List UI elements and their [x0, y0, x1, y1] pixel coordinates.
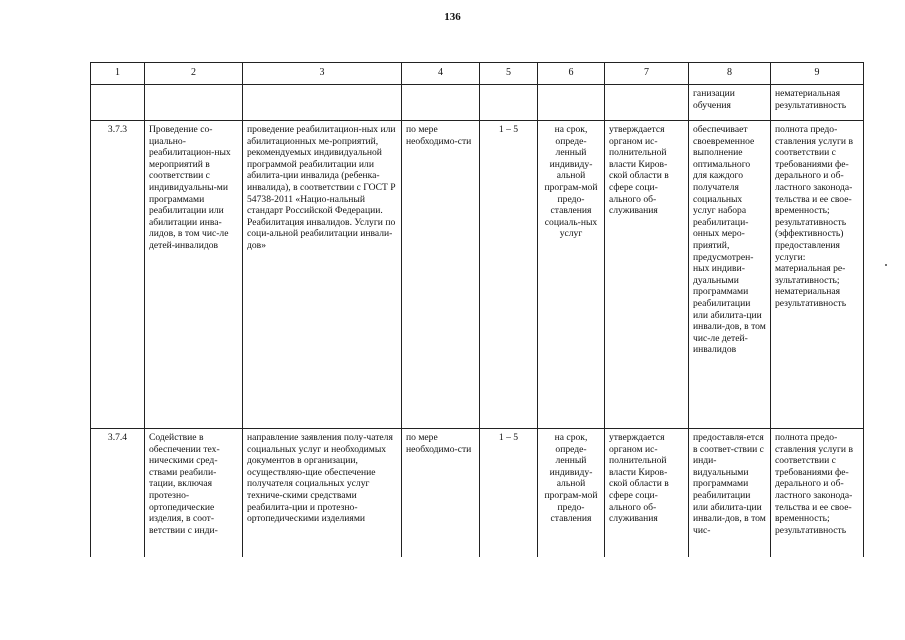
page-number: 136	[444, 11, 461, 23]
service-conditions: обеспечивает своевременное выполнение оптимального для каждого получателя социальных услуг набора реабилитаци-онных меро-приятий, предусмотрен-ных индиви-дуальными программами реабилитации или абилита-ции инвали-дов, в том чис-ле детей-инвалидов	[689, 121, 771, 429]
service-content: проведение реабилитацион-ных или абилитационных ме-роприятий, рекомендуемых индивидуальной программой реабилитации или абилита-ции инвалида (ребенка-инвалида), в соответствии с ГОСТ Р 54738-2011 «Нацио-нальный стандарт Российской Федерации. Реабилитация инвалидов. Услуги по соци-альной реабилитации инвали-дов»	[243, 121, 402, 429]
column-number: 7	[605, 63, 689, 85]
column-number: 4	[402, 63, 480, 85]
column-number: 6	[538, 63, 605, 85]
service-conditions: предоставля-ется в соответ-ствии с инди-видуальными программами реабилитации или абилита-ции инвали-дов, в том чис-	[689, 429, 771, 558]
service-number: 3.7.4	[91, 429, 145, 558]
service-number: 3.7.3	[91, 121, 145, 429]
table-cell	[605, 85, 689, 121]
service-cost: утверждается органом ис-полнительной власти Киров-ской области в сфере соци-ального об-служивания	[605, 121, 689, 429]
services-table	[90, 62, 864, 557]
column-number: 9	[771, 63, 864, 85]
column-number: 3	[243, 63, 402, 85]
service-content: направление заявления полу-чателя социальных услуг и необходимых документов в организации, осуществляю-щие обеспечение получателя социальных услуг техниче-скими средствами реабилита-ции и протезно-ортопедическими изделиями	[243, 429, 402, 558]
conditions-cell: ганизации обучения	[689, 85, 771, 121]
scan-speck	[885, 264, 887, 266]
table-row	[91, 121, 864, 429]
service-frequency: по мере необходимо-сти	[402, 429, 480, 558]
service-unit: 1 – 5	[480, 429, 538, 558]
indicators-cell: нематериальная результативность	[771, 85, 864, 121]
service-cost: утверждается органом ис-полнительной власти Киров-ской области в сфере соци-ального об-служивания	[605, 429, 689, 558]
service-indicators: полнота предо-ставления услуги в соответствии с требованиями фе-дерального и об-ластного законода-тельства и ее свое-временность; результативность	[771, 429, 864, 558]
service-name: Проведение со-циально-реабилитацион-ных мероприятий в соответствии с индивидуальны-ми программами реабилитации или абилитации инва-лидов, в том чис-ле детей-инвалидов	[145, 121, 243, 429]
column-number: 2	[145, 63, 243, 85]
table-cell	[145, 85, 243, 121]
continuation-row	[91, 85, 864, 121]
table-cell	[480, 85, 538, 121]
column-number: 8	[689, 63, 771, 85]
table-cell	[91, 85, 145, 121]
service-name: Содействие в обеспечении тех-ническими сред-ствами реабили-тации, включая протезно-ортопедические изделия, в соот-ветствии с инди-	[145, 429, 243, 558]
column-number: 5	[480, 63, 538, 85]
service-unit: 1 – 5	[480, 121, 538, 429]
column-number: 1	[91, 63, 145, 85]
table-cell	[243, 85, 402, 121]
service-term: на срок, опреде-ленный индивиду-альной програм-мой предо-ставления социаль-ных услуг	[538, 121, 605, 429]
table-cell	[538, 85, 605, 121]
service-frequency: по мере необходимо-сти	[402, 121, 480, 429]
service-indicators: полнота предо-ставления услуги в соответствии с требованиями фе-дерального и об-ластного законода-тельства и ее свое-временность; результативность (эффективность) предоставления услуги: материальная ре-зультативность; нематериальная результативность	[771, 121, 864, 429]
column-number-row	[91, 63, 864, 85]
table-cell	[402, 85, 480, 121]
service-term: на срок, опреде-ленный индивиду-альной програм-мой предо-ставления	[538, 429, 605, 558]
table-row	[91, 429, 864, 558]
